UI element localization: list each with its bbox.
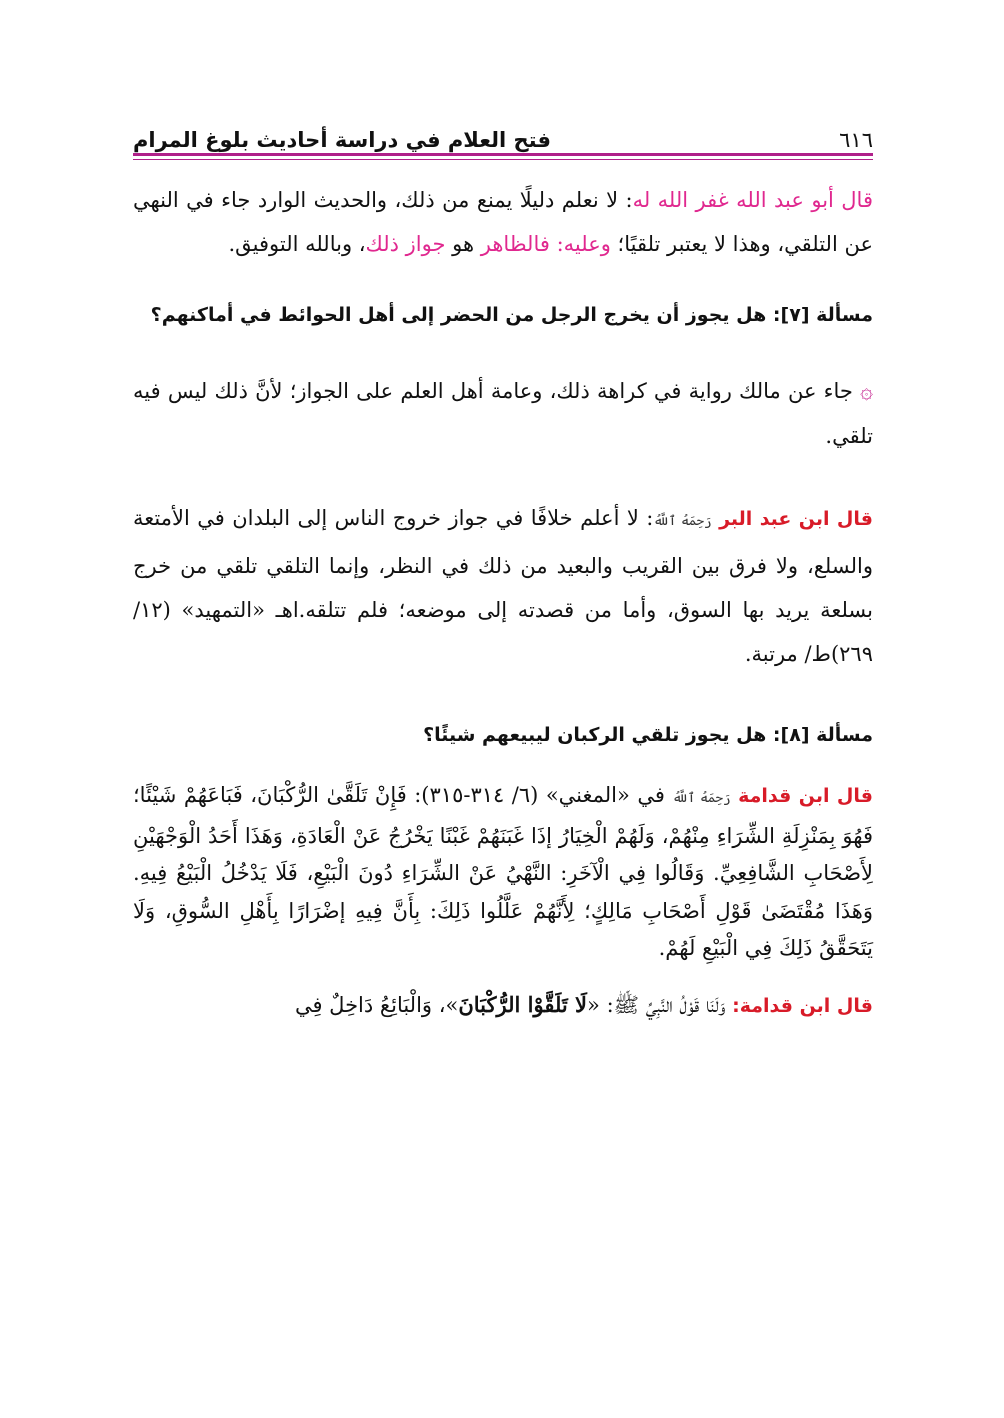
highlight-fazzahir: فالظاهر [480, 232, 550, 256]
paragraph-text: جاء عن مالك رواية في كراهة ذلك، وعامة أهل العلم على الجواز؛ لأنَّ ذلك ليس فيه تلقي. [133, 379, 873, 448]
highlight-jawaz: جواز ذلك [365, 232, 446, 256]
honorific-glyph: رَحِمَهُ ٱللَّهُ [653, 514, 712, 529]
paragraph-ibn-abd-al-barr [133, 496, 873, 676]
paragraph-text: : لا أعلم خلافًا في جواز خروج الناس إلى البلدان في الأمتعة والسلع، ولا فرق بين القريب والبعيد من ذلك في النظر، وإنما التلقي تلقي من خرج بسلعة يريد بها السوق، وأما من قصدته إلى موضعه؛ فلم تتلقه.اهـ «التمهيد» (١٢/ ٢٦٩)ط/ مرتبة. [133, 506, 873, 666]
speaker-name: قال ابن عبد البر [719, 508, 873, 530]
question-7-heading [133, 292, 873, 337]
paragraph-text: في «المغني» (٦/ ٣١٤-٣١٥): فَإِنْ تَلَقَّىٰ الرُّكْبَانَ، فَبَاعَهُمْ شَيْئًا؛ فَهُوَ بِمَنْزِلَةِ الشِّرَاءِ مِنْهُمْ، وَلَهُمْ الْخِيَارُ إذَا غَبَنَهُمْ غَبْنًا يَخْرُجُ عَنْ الْعَادَةِ، وَهَذَا أَحَدُ الْوَجْهَيْنِ لِأَصْحَابِ الشَّافِعِيِّ. وَقَالُوا فِي الْآخَرِ: النَّهْيُ عَنْ الشِّرَاءِ دُونَ الْبَيْعِ، فَلَا يَدْخُلُ الْبَيْعُ فِيهِ. وَهَذَا مُقْتَضَىٰ قَوْلِ أَصْحَابِ مَالِكٍ؛ لِأَنَّهُمْ عَلَّلُوا ذَلِكَ: بِأَنَّ فِيهِ إضْرَارًا بِأَهْلِ السُّوقِ، وَلَا يَتَحَقَّقُ ذَلِكَ فِي الْبَيْعِ لَهُمْ. [133, 783, 873, 960]
question-label: مسألة [٨]: [772, 724, 873, 746]
speaker-name: قال ابن قدامة: [732, 994, 873, 1017]
hadith-quote: لَا تَلَقَّوْا الرُّكْبَانَ [458, 991, 588, 1017]
speaker-name: قال ابن قدامة [738, 785, 873, 807]
book-title: فتح العلام في دراسة أحاديث بلوغ المرام [133, 128, 551, 152]
space [550, 232, 557, 256]
question-text: هل يجوز تلقي الركبان ليبيعهم شيئًا؟ [423, 724, 773, 746]
paragraph-text: »، وَالْبَائِعُ دَاخِلٌ فِي [294, 992, 459, 1017]
flower-ornament-icon: ۞ [860, 379, 873, 404]
paragraph-text: وَلَنَا قَوْلُ النَّبِيِّ ﷺ: « [587, 992, 733, 1017]
running-header [133, 118, 873, 152]
page-body [133, 178, 873, 1025]
header-rule-thin [133, 159, 873, 160]
paragraph-author-opinion [133, 178, 873, 266]
highlight-alayhi: وعليه: [556, 232, 611, 256]
header-rule-thick [133, 153, 873, 156]
question-text: هل يجوز أن يخرج الرجل من الحضر إلى أهل الحوائط في أماكنهم؟ [150, 304, 773, 326]
paragraph-text: هو [445, 232, 481, 256]
page-number: ٦١٦ [839, 128, 873, 152]
honorific-glyph: رَحِمَهُ ٱللَّهُ [672, 791, 731, 806]
author-speaker: قال أبو عبد الله غفر الله له [632, 188, 873, 212]
question-label: مسألة [٧]: [772, 304, 873, 326]
question-8-heading [133, 712, 873, 757]
paragraph-text: : لا نعلم دليلًا يمنع من ذلك، والحديث الوارد جاء في النهي عن التلقي، وهذا لا يعتبر تلقيًا؛ [133, 188, 873, 256]
paragraph-ibn-qudama-mughni [133, 777, 873, 968]
paragraph-text: ، وبالله التوفيق. [228, 232, 366, 256]
paragraph-malik [133, 369, 873, 458]
paragraph-ibn-qudama-hadith [133, 986, 873, 1026]
